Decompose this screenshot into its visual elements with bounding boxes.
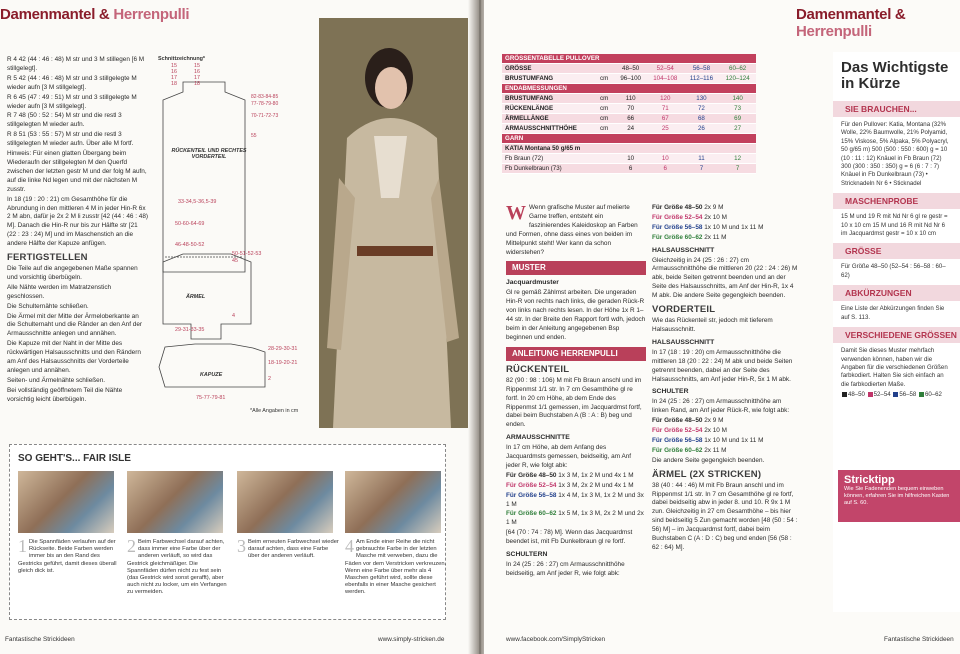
- cell: 6: [614, 164, 647, 174]
- instruction-row: In 18 (19 : 20 : 21) cm Gesamthöhe für die Abrundung in den mittleren 4 M in jeder Hin-R 6x 2 M abn, dafür je 2x 2 M li zusstr [42 (44 : 46 : 48) M]. Danach die Hin-R nur bis zur Hälfte str [21 (22 : 23 : 24) M] und im Maschenstich an die andere Hälfte der Kapuze anfügen.: [7, 195, 149, 248]
- step-desc: Beim Farbwechsel darauf achten, dass immer eine Farbe über der anderen verläuft, so wird das Gestrick gleichmäßiger. Die Spannfäden dürfen nicht zu fest sein (das Gestrick wird sonst gerafft), aber auch nicht zu locker, um ein Verfangen zu vermeiden.: [127, 539, 227, 596]
- cell: 120: [647, 94, 684, 104]
- cell: 48–50: [614, 64, 647, 74]
- bottom-measure-b: 50-60-64-69: [175, 221, 205, 227]
- svg-text:55: 55: [251, 133, 257, 139]
- size-line: [652, 204, 798, 213]
- size-table-title: GRÖSSENTABELLE PULLOVER: [502, 54, 756, 64]
- finish-step: Die Teile auf die angegebenen Maße spannen und vorsichtig überbügeln.: [7, 265, 138, 281]
- section-text: Gleichzeitig in 24 (25 : 26 : 27) cm Armausschnitthöhe die mittleren 20 (22 : 24 : 26) M abk, beide Seiten getrennt beenden und an der Seite des Halsausschnitts, am Anf der Hin-R, 1x 4 M abk. Die andere Seite gegengleich beenden.: [652, 256, 798, 300]
- section-text: Die andere Seite gegengleich beenden.: [652, 456, 765, 464]
- hood-label: KAPUZE: [200, 372, 223, 378]
- unit: cm: [597, 74, 614, 84]
- legend-swatch: [893, 392, 898, 397]
- rubric-part-b: Herrenpulli: [113, 6, 190, 23]
- cell: 71: [647, 104, 684, 114]
- summary-heading: VERSCHIEDENE GRÖSSEN: [833, 327, 960, 343]
- legend-label: 56–58: [899, 391, 917, 399]
- step-photo: [18, 471, 114, 533]
- cell: 56–58: [684, 64, 720, 74]
- step-text: [237, 536, 339, 561]
- cell: 27: [719, 124, 756, 134]
- size-label: Für Größe 48–50: [652, 417, 703, 425]
- row-label: RÜCKENLÄNGE: [502, 104, 597, 114]
- footer-url[interactable]: www.simply-stricken.de: [378, 636, 445, 643]
- size-value: 2x 11 M: [702, 446, 727, 454]
- step-photo: [345, 471, 441, 533]
- unit: [597, 154, 614, 164]
- sub-heading: ARMAUSSCHNITTE: [506, 434, 570, 442]
- step-desc: Beim erneuten Farbwechsel wieder darauf achten, dass eine Farbe über der anderen verläuft.: [248, 539, 339, 560]
- unit: cm: [597, 124, 614, 134]
- summary-heading: ABKÜRZUNGEN: [833, 285, 960, 301]
- left-column: [7, 56, 148, 406]
- section-text: 38 (40 : 44 : 46) M mit Fb Braun anschl und im Rippenmst 1/1 str. In 7 cm Gesamthöhe gl re fortf, dabei beidseitig abw in jeder 8. und 10. R 9x 1 M zun. Gleichzeitig in 27 cm Gesamthöhe – bis hier sind beidseitig 5 Zun gemacht worden [48 (50 : 54 : 56) M] – im Jacquardmst fortf, dabei beim Buchstaben C (A : D : C) beg und enden [56 (58 : 62 : 64) M].: [652, 481, 798, 551]
- step-number: 1: [18, 536, 27, 556]
- legend-swatch: [842, 392, 847, 397]
- section-text: Wie das Rückenteil str, jedoch mit tieferem Halsausschnitt.: [652, 317, 773, 333]
- tip-box: [838, 470, 960, 522]
- row-label: Fb Braun (72): [502, 154, 597, 164]
- schematic-note: *Alle Angaben in cm: [250, 408, 299, 414]
- summary-text: 15 M und 19 R mit Nd Nr 6 gl re gestr = 10 x 10 cm 15 M und 16 R mit Nd Nr 6 im Jacquardmst gestr = 10 x 10 cm: [841, 213, 948, 238]
- rubric-part-a: Damenmantel &: [0, 6, 110, 23]
- size-value: 2x 9 M: [702, 204, 724, 211]
- hint-text: Hinweis: Für einen glatten Übergang beim Wiederaufn der stillgelegten M den Querfd zwischen der letzten gestr M und der folg M aufn, auf die linke Nd legen und mit der nächsten M zusstr.: [7, 150, 147, 193]
- instruction-row: R 7 48 (50 : 52 : 54) M str und die restl 3 stillgelegten M wieder aufn.: [7, 112, 122, 129]
- size-label: Für Größe 60–62: [652, 233, 703, 241]
- summary-text: Damit Sie dieses Muster mehrfach verwenden können, haben wir die Angaben für die verschiedenen Größen farbkodiert. Halten Sie sich einfach an die farbkodierten Maße.: [841, 347, 948, 388]
- muster-text: Gl re gemäß Zählmst arbeiten. Die ungeraden Hin-R von rechts nach links, die geraden Rück-R von links nach rechts lesen. In der Höhe 1x R 1–44 str. In der Breite den Rapport fortl wdh, jedoch beim in der Anleitung angegebenen Bsp beginnen und enden.: [506, 289, 646, 341]
- unit: cm: [597, 94, 614, 104]
- size-value: 1x 10 M und 1x 11 M: [702, 223, 764, 231]
- section-heading: RÜCKENTEIL: [506, 363, 570, 375]
- row-label: BRUSTUMFANG: [502, 94, 597, 104]
- sub-heading: HALSAUSSCHNITT: [652, 338, 715, 346]
- model-silhouette: [319, 18, 471, 428]
- size-value: 2x 10 M: [702, 427, 727, 435]
- section-text: [64 (70 : 74 : 78) M]. Wenn das Jacquardmst beendet ist, mit Fb Dunkelbraun gl re fortf.: [506, 529, 633, 546]
- finish-step: Bei vollständig geöffnetem Teil die Nähte vorsichtig leicht überbügeln.: [7, 386, 123, 403]
- sub-heading: SCHULTER: [652, 388, 689, 396]
- step-text: [18, 536, 120, 575]
- finish-step: Alle Nähte werden im Matratzenstich geschlossen.: [7, 283, 112, 300]
- finish-step: Die Kapuze mit der Naht in der Mitte des rückwärtigen Halsausschnitts und den Rändern am Anf des Halsausschnitts der Vorderteile anlegen und annähen.: [7, 340, 141, 374]
- drop-cap: W: [506, 202, 526, 224]
- hood-measure-c: 2: [268, 376, 271, 382]
- size-line: [652, 427, 798, 436]
- rubric-part-b: Herrenpulli: [796, 23, 872, 40]
- size-legend: [833, 391, 960, 399]
- size-value: 1x 10 M und 1x 11 M: [702, 436, 764, 444]
- size-label: Für Größe 56–58: [652, 436, 703, 444]
- section-text: In 17 (18 : 19 : 20) cm Armausschnitthöhe die mittleren 18 (20 : 22 : 24) M abk und beide Seiten getrennt beenden, dabei an der Seite des Halsausschnitts, am Anf jeder Hin-R, 5x 1 M abk.: [652, 348, 793, 383]
- section-heading: ÄRMEL (2X STRICKEN): [652, 468, 762, 480]
- unit: [597, 164, 614, 174]
- summary-text: Für Größe 48–50 (52–54 : 56–58 : 60–62): [841, 263, 946, 279]
- cell: 96–100: [614, 74, 647, 84]
- svg-text:82-83-84-85: 82-83-84-85: [251, 94, 279, 100]
- cell: 25: [647, 124, 684, 134]
- intro-body: Wenn grafische Muster auf melierte Garne treffen, entsteht ein faszinierendes Kaleidoskop an Farben und Formen, ohne dass eines von beiden im Mittelpunkt steht! Wer kann da schon widerstehen?: [506, 204, 638, 256]
- finish-step: Die Ärmel mit der Mitte der Ärmeloberkante an die Schulternaht und die Ränder an den Anf der Armausschnitte anlegen und annähen.: [7, 312, 143, 338]
- summary-text: Eine Liste der Abkürzungen finden Sie auf S. 113.: [841, 305, 945, 321]
- summary-heading: MASCHENPROBE: [833, 193, 960, 209]
- sleeve-cuff: 4: [232, 313, 235, 319]
- summary-box: [833, 52, 960, 612]
- cell: 11: [684, 154, 720, 164]
- right-column-1: [506, 204, 646, 580]
- row-label: ARMAUSSCHNITTHÖHE: [502, 124, 597, 134]
- size-label: Für Größe 52–54: [506, 481, 557, 489]
- cell: 6: [647, 164, 684, 174]
- row-label: ÄRMELLÄNGE: [502, 114, 597, 124]
- size-line: [652, 447, 798, 456]
- size-value: 2x 11 M: [702, 233, 727, 241]
- unit: cm: [597, 104, 614, 114]
- legend-label: 48–50: [848, 391, 865, 399]
- size-label: Für Größe 52–54: [652, 213, 703, 221]
- cell: 70: [614, 104, 647, 114]
- cell: 112–116: [684, 74, 720, 84]
- anleitung-bar: ANLEITUNG HERRENPULLI: [506, 347, 646, 361]
- cell: 110: [614, 94, 647, 104]
- sleeve-bottom-measure: 29-31-33-35: [175, 327, 205, 333]
- step-photo: [237, 471, 333, 533]
- cell: 104–108: [647, 74, 684, 84]
- schematic-title: Schnittzeichnung*: [158, 56, 206, 62]
- left-rubric: [0, 6, 189, 23]
- num: 15: [171, 63, 177, 69]
- footer-left: Fantastische Strickideen: [5, 636, 75, 643]
- fair-isle-heading: SO GEHT'S... FAIR ISLE: [18, 453, 131, 464]
- cell: 130: [684, 94, 720, 104]
- hood-measure-a: 28-29-30-31: [268, 346, 298, 352]
- size-line: [652, 234, 798, 243]
- num: 17: [171, 75, 177, 81]
- footer-url[interactable]: www.facebook.com/SimplyStricken: [506, 636, 606, 643]
- cell: 10: [647, 154, 684, 164]
- sub-heading: SCHULTERN: [506, 551, 548, 559]
- unit: cm: [597, 114, 614, 124]
- cell: 26: [684, 124, 720, 134]
- garn-title: GARN: [502, 134, 756, 144]
- size-value: 1x 4 M, 1x 3 M, 1x 2 M und 3x 1 M: [506, 491, 644, 508]
- size-label: Für Größe 60–62: [652, 446, 703, 454]
- section-heading: VORDERTEIL: [652, 304, 716, 316]
- row-label: GRÖSSE: [502, 64, 597, 74]
- hood-measure-b: 18-19-20-21: [268, 360, 298, 366]
- section-heading: FERTIGSTELLEN: [7, 252, 88, 264]
- cell: 12: [719, 154, 756, 164]
- instruction-row: R 8 51 (53 : 55 : 57) M str und die restl 3 stillgelegten M wieder aufn. Über alle M fortf.: [7, 131, 134, 148]
- svg-text:77-78-79-80: 77-78-79-80: [251, 101, 279, 107]
- size-line: [506, 492, 646, 510]
- instruction-row: R 5 42 (44 : 46 : 48) M str und 3 stillgelegte M wieder aufn [3 M stillgelegt].: [7, 74, 137, 91]
- cell: 140: [719, 94, 756, 104]
- size-value: 2x 9 M: [702, 417, 724, 425]
- row-label: KATIA Montana 50 g/65 m: [502, 144, 756, 154]
- cell: 120–124: [719, 74, 756, 84]
- cell: 10: [614, 154, 647, 164]
- legend-label: 60–62: [924, 391, 942, 399]
- size-line: [652, 437, 798, 446]
- row-label: Fb Dunkelbraun (73): [502, 164, 597, 174]
- rubric-part-a: Damenmantel &: [796, 6, 906, 23]
- summary-text: Für den Pullover: Katia, Montana (32% Wolle, 22% Baumwolle, 21% Polyamid, 15% Viskose, 5% Alpaka, 5% Polyacryl, 50 g/65 m) 500 (500 : 550 : 600) g = 10 (10 : 11 : 12) Knäuel in Fb Braun (72) 300 (300 : 350 : 350) g = 6 (6 : 7 : 7) Knäuel in Fb Dunkelbraun (73) • Stricknadeln Nr 6 • Sticknadel: [841, 121, 949, 187]
- cell: 67: [647, 114, 684, 124]
- size-line: [652, 417, 798, 426]
- size-value: 1x 5 M, 1x 3 M, 2x 2 M und 2x 1 M: [506, 510, 644, 527]
- summary-heading: GRÖSSE: [833, 243, 960, 259]
- sleeve-side-measure: 50-51-52-53: [232, 251, 262, 257]
- hood-bottom-measure: 75-77-79-81: [196, 395, 226, 401]
- intro-text: [506, 204, 646, 257]
- finish-step: Die Schulternähte schließen.: [7, 302, 89, 310]
- legend-swatch: [919, 392, 924, 397]
- section-text: In 24 (25 : 26 : 27) cm Armausschnitthöhe beidseitig, am Anf jeder R, wie folgt abk:: [506, 561, 625, 577]
- size-label: Für Größe 48–50: [652, 204, 703, 211]
- size-line: [506, 472, 646, 481]
- num: 17: [194, 75, 200, 81]
- top-nums-left: [171, 63, 177, 87]
- num: 15: [194, 63, 200, 69]
- size-value: 1x 3 M, 2x 2 M und 4x 1 M: [556, 481, 634, 489]
- section-text: In 17 cm Höhe, ab dem Anfang des Jacquardmsts gemessen, beidseitig, am Anf jeder R, wie folgt abk:: [506, 444, 632, 469]
- cell: 69: [719, 114, 756, 124]
- unit: [597, 64, 614, 74]
- size-value: 2x 10 M: [702, 213, 727, 221]
- cell: 68: [684, 114, 720, 124]
- right-rubric: [796, 6, 960, 40]
- bottom-measure-a: 33-34,5-36,5-39: [178, 199, 217, 205]
- cell: 66: [614, 114, 647, 124]
- size-line: [652, 224, 798, 233]
- cell: 73: [719, 104, 756, 114]
- step-number: 3: [237, 536, 246, 556]
- finish-step: Seiten- und Ärmelnähte schließen.: [7, 376, 106, 384]
- end-title: ENDABMESSUNGEN: [502, 84, 756, 94]
- tip-title: Stricktipp: [844, 474, 895, 486]
- cell: 52–54: [647, 64, 684, 74]
- sub-heading: HALSAUSSCHNITT: [652, 246, 715, 254]
- instruction-row: R 4 42 (44 : 46 : 48) M str und 3 M stillegen [6 M stillgelegt].: [7, 56, 145, 72]
- legend-label: 52–54: [873, 391, 891, 399]
- size-label: Für Größe 52–54: [652, 427, 703, 435]
- step-number: 4: [345, 536, 354, 556]
- section-text: 82 (90 : 98 : 106) M mit Fb Braun anschl und im Rippenmst 1/1 str. In 7 cm Gesamthöhe gl re fortf. In 20 cm Höhe, ab dem Ende des Rippenmst 1/1 gemessen, im Jacquardmst fortf, dabei beim Buchstaben A (B : A : B) beg und enden.: [506, 376, 642, 429]
- cell: 60–62: [719, 64, 756, 74]
- hood-outline: [159, 344, 265, 387]
- num: 18: [194, 81, 200, 87]
- num: 18: [171, 81, 177, 87]
- sleeve-side-measure-b: 45: [232, 258, 238, 264]
- step-desc: Am Ende einer Reihe die nicht gebrauchte Farbe in der letzten Masche mit verweben, dazu die Fäden vor dem Verstricken verkreuzen. Wenn eine Farbe über mehr als 4 Maschen geführt wird, sollte diese ebenfalls in einer Masche gesichert werden.: [345, 539, 447, 596]
- sleeve-label: ÄRMEL: [186, 294, 206, 300]
- fair-isle-box: [9, 444, 446, 620]
- num: 16: [194, 69, 200, 75]
- row-label: BRUSTUMFANG: [502, 74, 597, 84]
- cell: 7: [719, 164, 756, 174]
- size-label: Für Größe 56–58: [506, 491, 557, 499]
- step-text: [345, 536, 447, 597]
- cell: 7: [684, 164, 720, 174]
- summary-heading: SIE BRAUCHEN...: [833, 101, 960, 117]
- cell: 72: [684, 104, 720, 114]
- summary-title: Das Wichtigste in Kürze: [841, 59, 949, 92]
- size-table: [502, 54, 756, 174]
- num: 16: [171, 69, 177, 75]
- step-number: 2: [127, 536, 136, 556]
- muster-bar: MUSTER: [506, 261, 646, 275]
- top-nums-right: [194, 63, 200, 87]
- cell: 24: [614, 124, 647, 134]
- body-label: RÜCKENTEIL UND RECHTES VORDERTEIL: [171, 148, 247, 160]
- left-page: [0, 0, 476, 654]
- right-column-2: [652, 204, 798, 554]
- footer-right: Fantastische Strickideen: [884, 636, 954, 643]
- size-label: Für Größe 56–58: [652, 223, 703, 231]
- svg-text:70-71-72-73: 70-71-72-73: [251, 113, 279, 119]
- legend-swatch: [868, 392, 873, 397]
- tip-text: Wie Sie Fadenenden bequem einweben können, erfahren Sie im hilfreichen Kasten auf S. 60.: [844, 486, 950, 506]
- muster-heading: Jacquardmuster: [506, 279, 559, 287]
- size-line: [652, 214, 798, 223]
- section-text: In 24 (25 : 26 : 27) cm Armausschnitthöhe am linken Rand, am Anf jeder Rück-R, wie folgt abk:: [652, 398, 790, 415]
- size-label: Für Größe 48–50: [506, 471, 557, 479]
- step-desc: Die Spannfäden verlaufen auf der Rückseite. Beide Farben werden immer bis an den Rand des Gestricks geführt, damit dieses überall gleich dick ist.: [18, 539, 117, 574]
- size-value: 1x 3 M, 1x 2 M und 4x 1 M: [556, 471, 634, 479]
- size-line: [506, 482, 646, 491]
- size-label: Für Größe 60–62: [506, 510, 557, 518]
- sleeve-top-measure: 46-48-50-52: [175, 242, 205, 248]
- model-photo: [319, 18, 471, 428]
- size-line: [506, 510, 646, 528]
- step-text: [127, 536, 229, 597]
- step-photo: [127, 471, 223, 533]
- instruction-row: R 6 45 (47 : 49 : 51) M str und 3 stillgelegte M wieder aufn [3 M stillgelegt].: [7, 93, 137, 110]
